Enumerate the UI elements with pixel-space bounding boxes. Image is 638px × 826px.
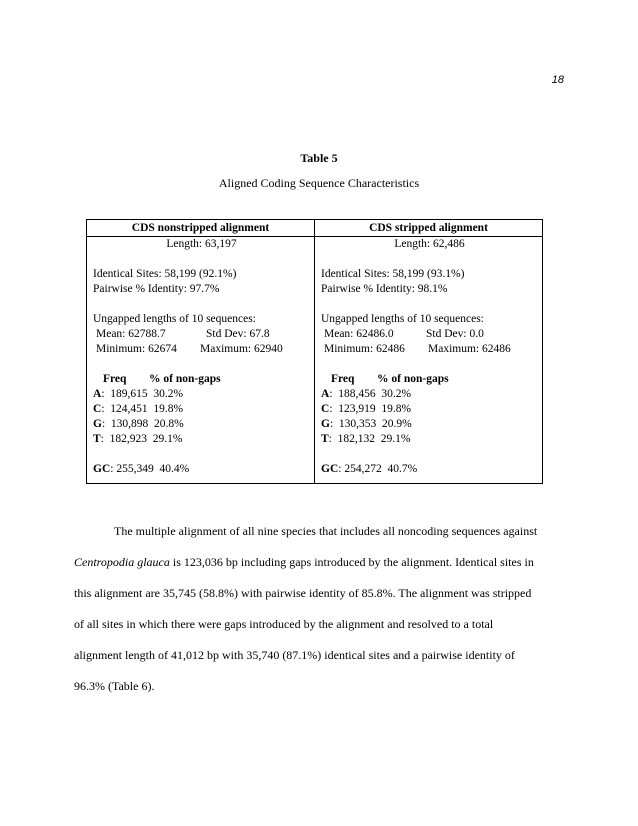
pct-label: % of non-gaps (149, 373, 221, 385)
maximum: Maximum: 62486 (428, 343, 511, 355)
pct-label: % of non-gaps (377, 373, 449, 385)
paragraph-line: The multiple alignment of all nine species that includes all noncoding sequences against (114, 524, 538, 538)
species-name: Centropodia glauca (74, 555, 170, 569)
pairwise-identity: Pairwise % Identity: 98.1% (321, 283, 448, 295)
minimum: Minimum: 62674 (96, 343, 177, 355)
ungapped-title: Ungapped lengths of 10 sequences: (93, 313, 256, 325)
pairwise-identity: Pairwise % Identity: 97.7% (93, 283, 220, 295)
base-row: T: 182,132 29.1% (321, 433, 411, 445)
paragraph-line: this alignment are 35,745 (58.8%) with pairwise identity of 85.8%. The alignment was stripped (74, 586, 532, 600)
table-caption: Aligned Coding Sequence Characteristics (218, 176, 420, 190)
page-number: 18 (551, 74, 564, 86)
paragraph-line: Centropodia glauca is 123,036 bp including gaps introduced by the alignment. Identical sites in (74, 555, 534, 569)
minimum: Minimum: 62486 (324, 343, 405, 355)
base-row: C: 123,919 19.8% (321, 403, 412, 415)
base-row: G: 130,353 20.9% (321, 418, 412, 430)
column-header-nonstripped: CDS nonstripped alignment (87, 220, 315, 237)
maximum: Maximum: 62940 (200, 343, 283, 355)
ungapped-title: Ungapped lengths of 10 sequences: (321, 313, 484, 325)
table-title: Table 5 (300, 151, 338, 165)
base-row: T: 182,923 29.1% (93, 433, 183, 445)
alignment-table (86, 219, 543, 484)
base-row: C: 124,451 19.8% (93, 403, 184, 415)
base-row: G: 130,898 20.8% (93, 418, 184, 430)
mean: Mean: 62788.7 (96, 328, 166, 340)
std-dev: Std Dev: 67.8 (206, 328, 270, 340)
paragraph-line: of all sites in which there were gaps introduced by the alignment and resolved to a total (74, 617, 494, 631)
stripped-cell (315, 237, 543, 484)
length: Length: 62,486 (394, 238, 465, 250)
paragraph-line: alignment length of 41,012 bp with 35,740 (87.1%) identical sites and a pairwise identity of (74, 648, 515, 662)
length: Length: 63,197 (166, 238, 237, 250)
paragraph-line: 96.3% (Table 6). (74, 679, 155, 693)
freq-label: Freq (331, 373, 355, 385)
identical-sites: Identical Sites: 58,199 (92.1%) (93, 268, 237, 280)
std-dev: Std Dev: 0.0 (426, 328, 484, 340)
identical-sites: Identical Sites: 58,199 (93.1%) (321, 268, 465, 280)
base-row: A: 188,456 30.2% (321, 388, 412, 400)
base-row: A: 189,615 30.2% (93, 388, 184, 400)
mean: Mean: 62486.0 (324, 328, 394, 340)
nonstripped-cell (87, 237, 315, 484)
freq-label: Freq (103, 373, 127, 385)
column-header-stripped: CDS stripped alignment (315, 220, 543, 237)
gc-row: GC: 254,272 40.7% (321, 463, 418, 475)
gc-row: GC: 255,349 40.4% (93, 463, 190, 475)
